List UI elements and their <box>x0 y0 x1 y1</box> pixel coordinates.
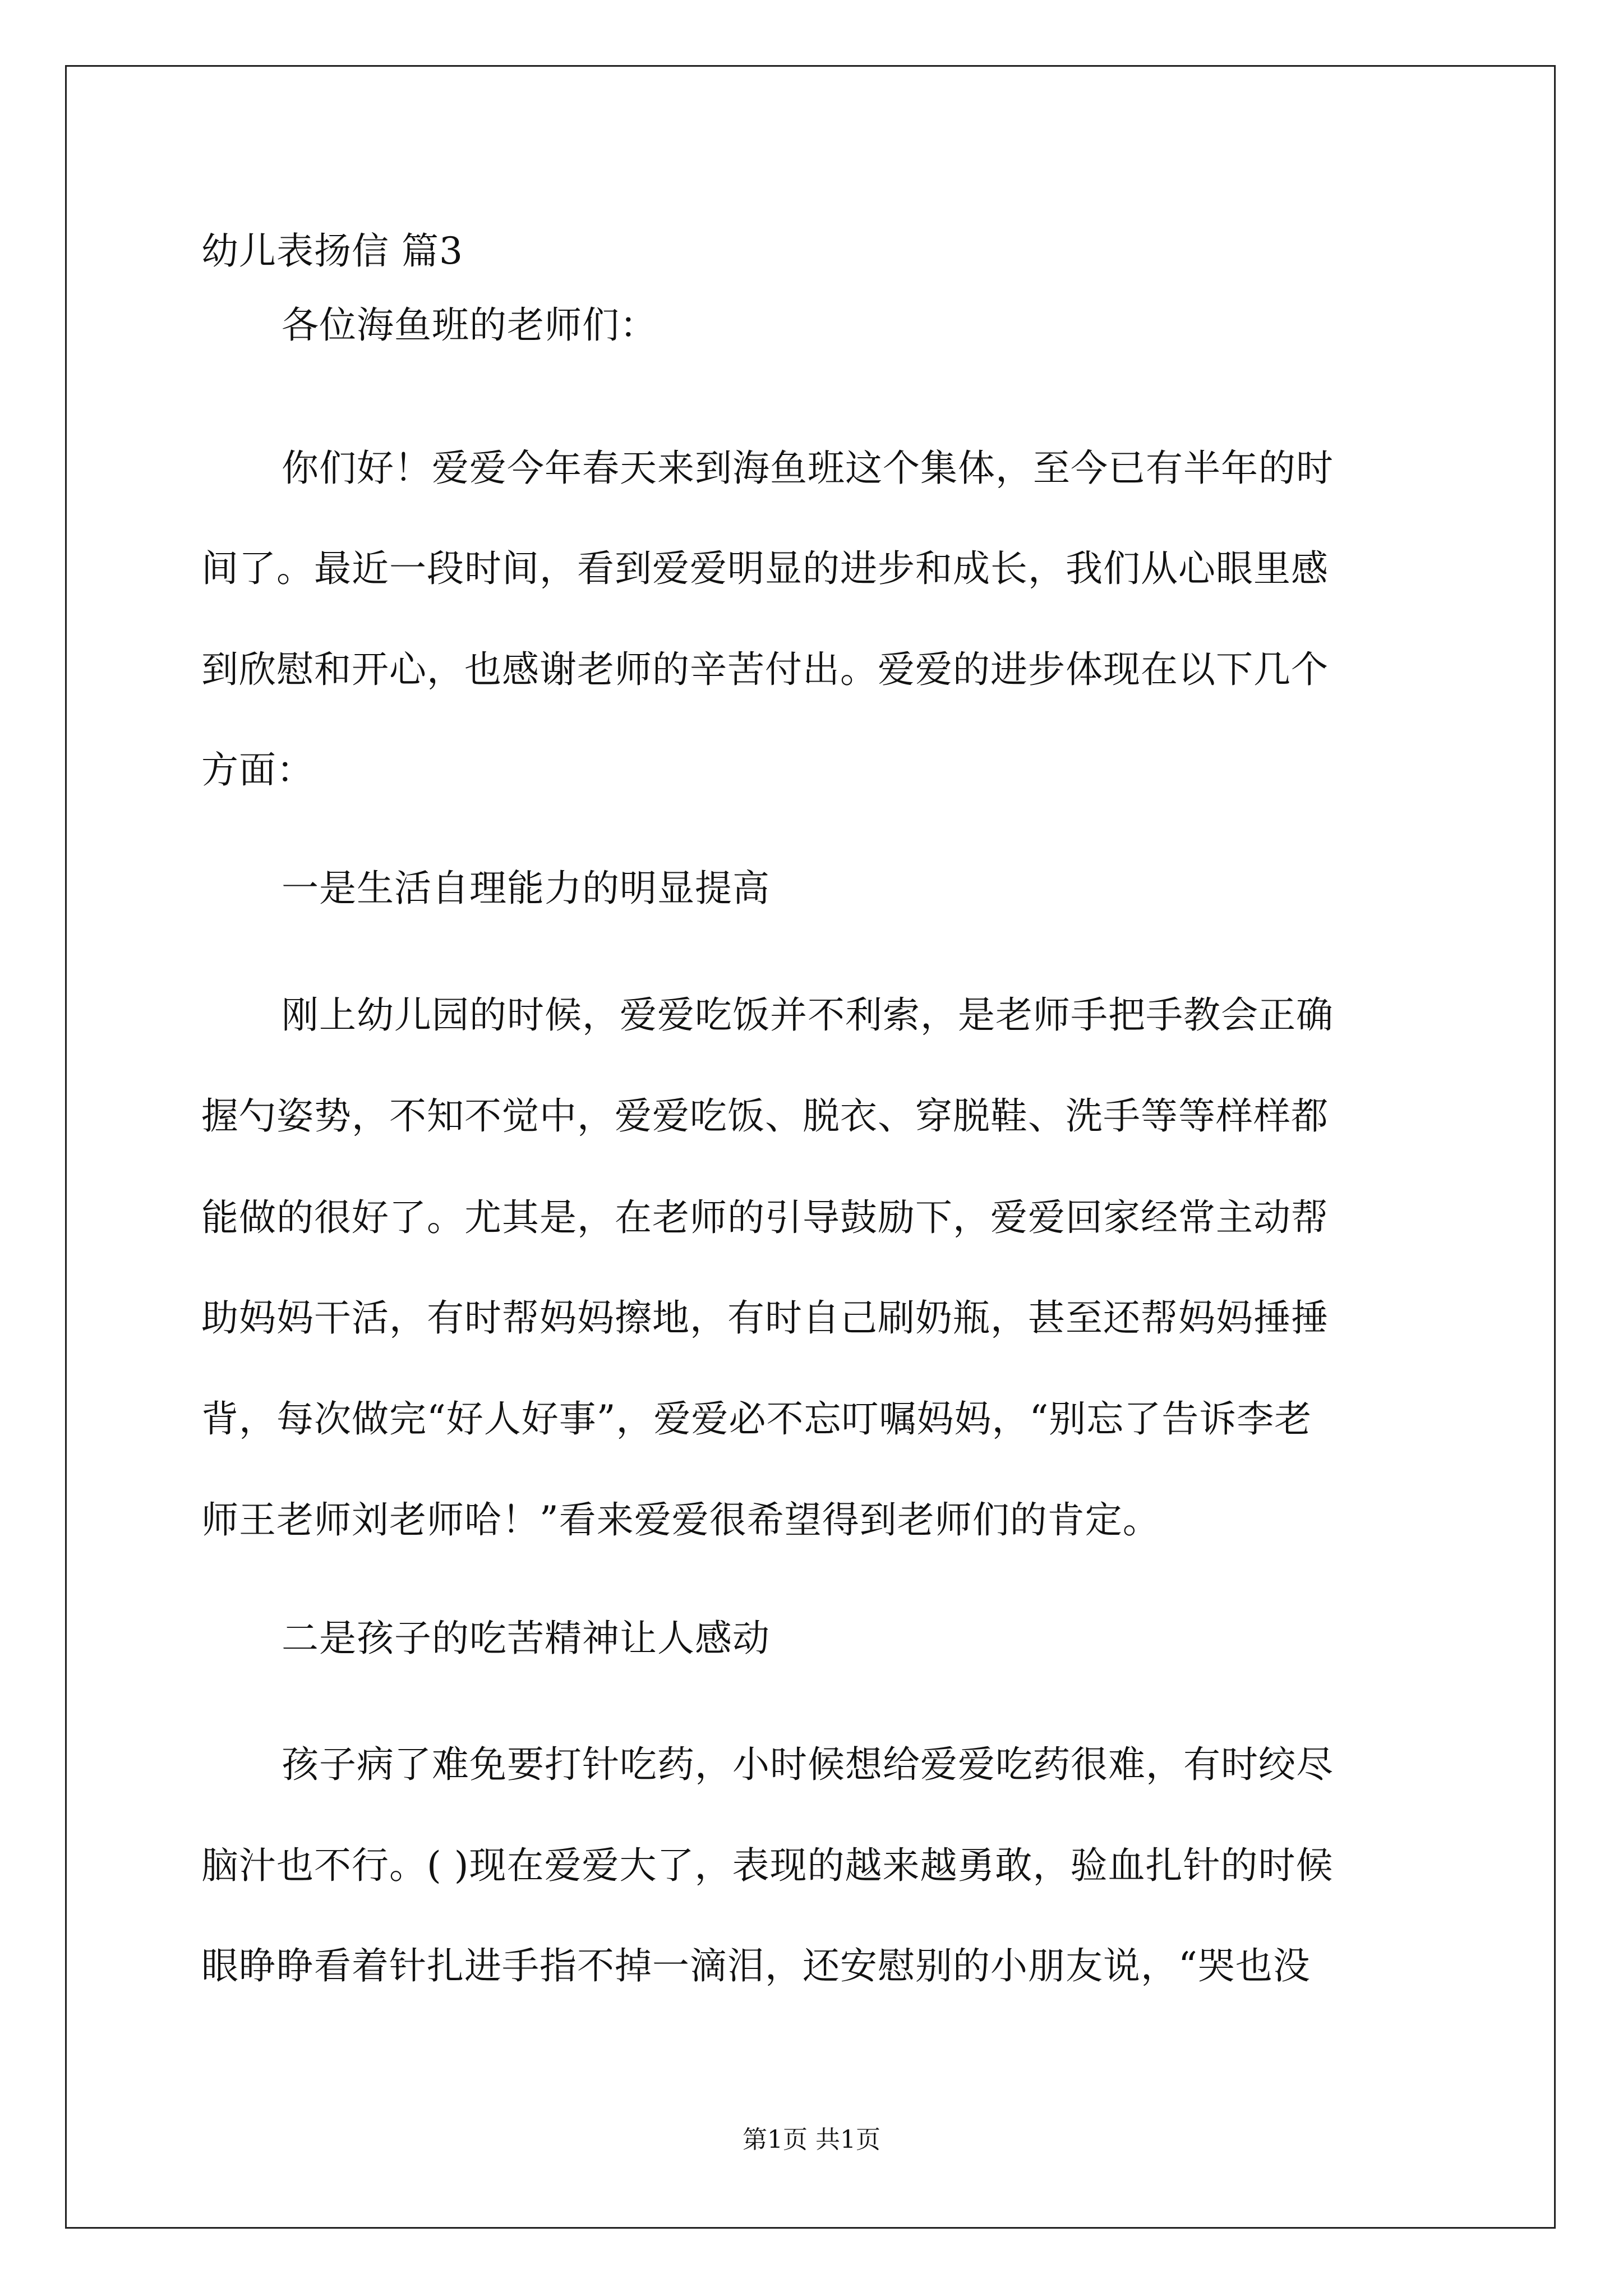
section-heading: 二是孩子的吃苦精神让人感动 <box>282 1617 770 1660</box>
paragraph-line: 到欣慰和开心，也感谢老师的辛苦付出。爱爱的进步体现在以下几个 <box>201 648 1329 691</box>
page-frame <box>65 65 1556 2229</box>
paragraph-line: 方面： <box>201 748 314 792</box>
paragraph-line: 能做的很好了。尤其是，在老师的引导鼓励下，爱爱回家经常主动帮 <box>201 1196 1329 1239</box>
paragraph-line: 你们好！爱爱今年春天来到海鱼班这个集体，至今已有半年的时 <box>282 447 1334 490</box>
paragraph-line: 助妈妈干活，有时帮妈妈擦地，有时自己刷奶瓶，甚至还帮妈妈捶捶 <box>201 1296 1329 1340</box>
paragraph-line: 握勺姿势，不知不觉中，爱爱吃饭、脱衣、穿脱鞋、洗手等等样样都 <box>201 1094 1329 1138</box>
section-heading: 一是生活自理能力的明显提高 <box>282 867 770 910</box>
paragraph-line: 间了。最近一段时间，看到爱爱明显的进步和成长，我们从心眼里感 <box>201 547 1329 590</box>
paragraph-line: 师王老师刘老师哈！”看来爱爱很希望得到老师们的肯定。 <box>201 1498 1160 1542</box>
paragraph-line: 孩子病了难免要打针吃药，小时候想给爱爱吃药很难，有时绞尽 <box>282 1743 1334 1786</box>
page-footer: 第1页 共1页 <box>743 2125 880 2154</box>
paragraph-line: 背，每次做完“好人好事”，爱爱必不忘叮嘱妈妈，“别忘了告诉李老 <box>201 1397 1312 1441</box>
paragraph-line: 脑汁也不行。( )现在爱爱大了，表现的越来越勇敢，验血扎针的时候 <box>201 1844 1334 1887</box>
salutation: 各位海鱼班的老师们： <box>282 303 657 347</box>
paragraph-line: 眼睁睁看着针扎进手指不掉一滴泪，还安慰别的小朋友说，“哭也没 <box>201 1944 1311 1987</box>
document-heading: 幼儿表扬信 篇3 <box>201 229 463 273</box>
paragraph-line: 刚上幼儿园的时候，爱爱吃饭并不利索，是老师手把手教会正确 <box>282 993 1334 1037</box>
